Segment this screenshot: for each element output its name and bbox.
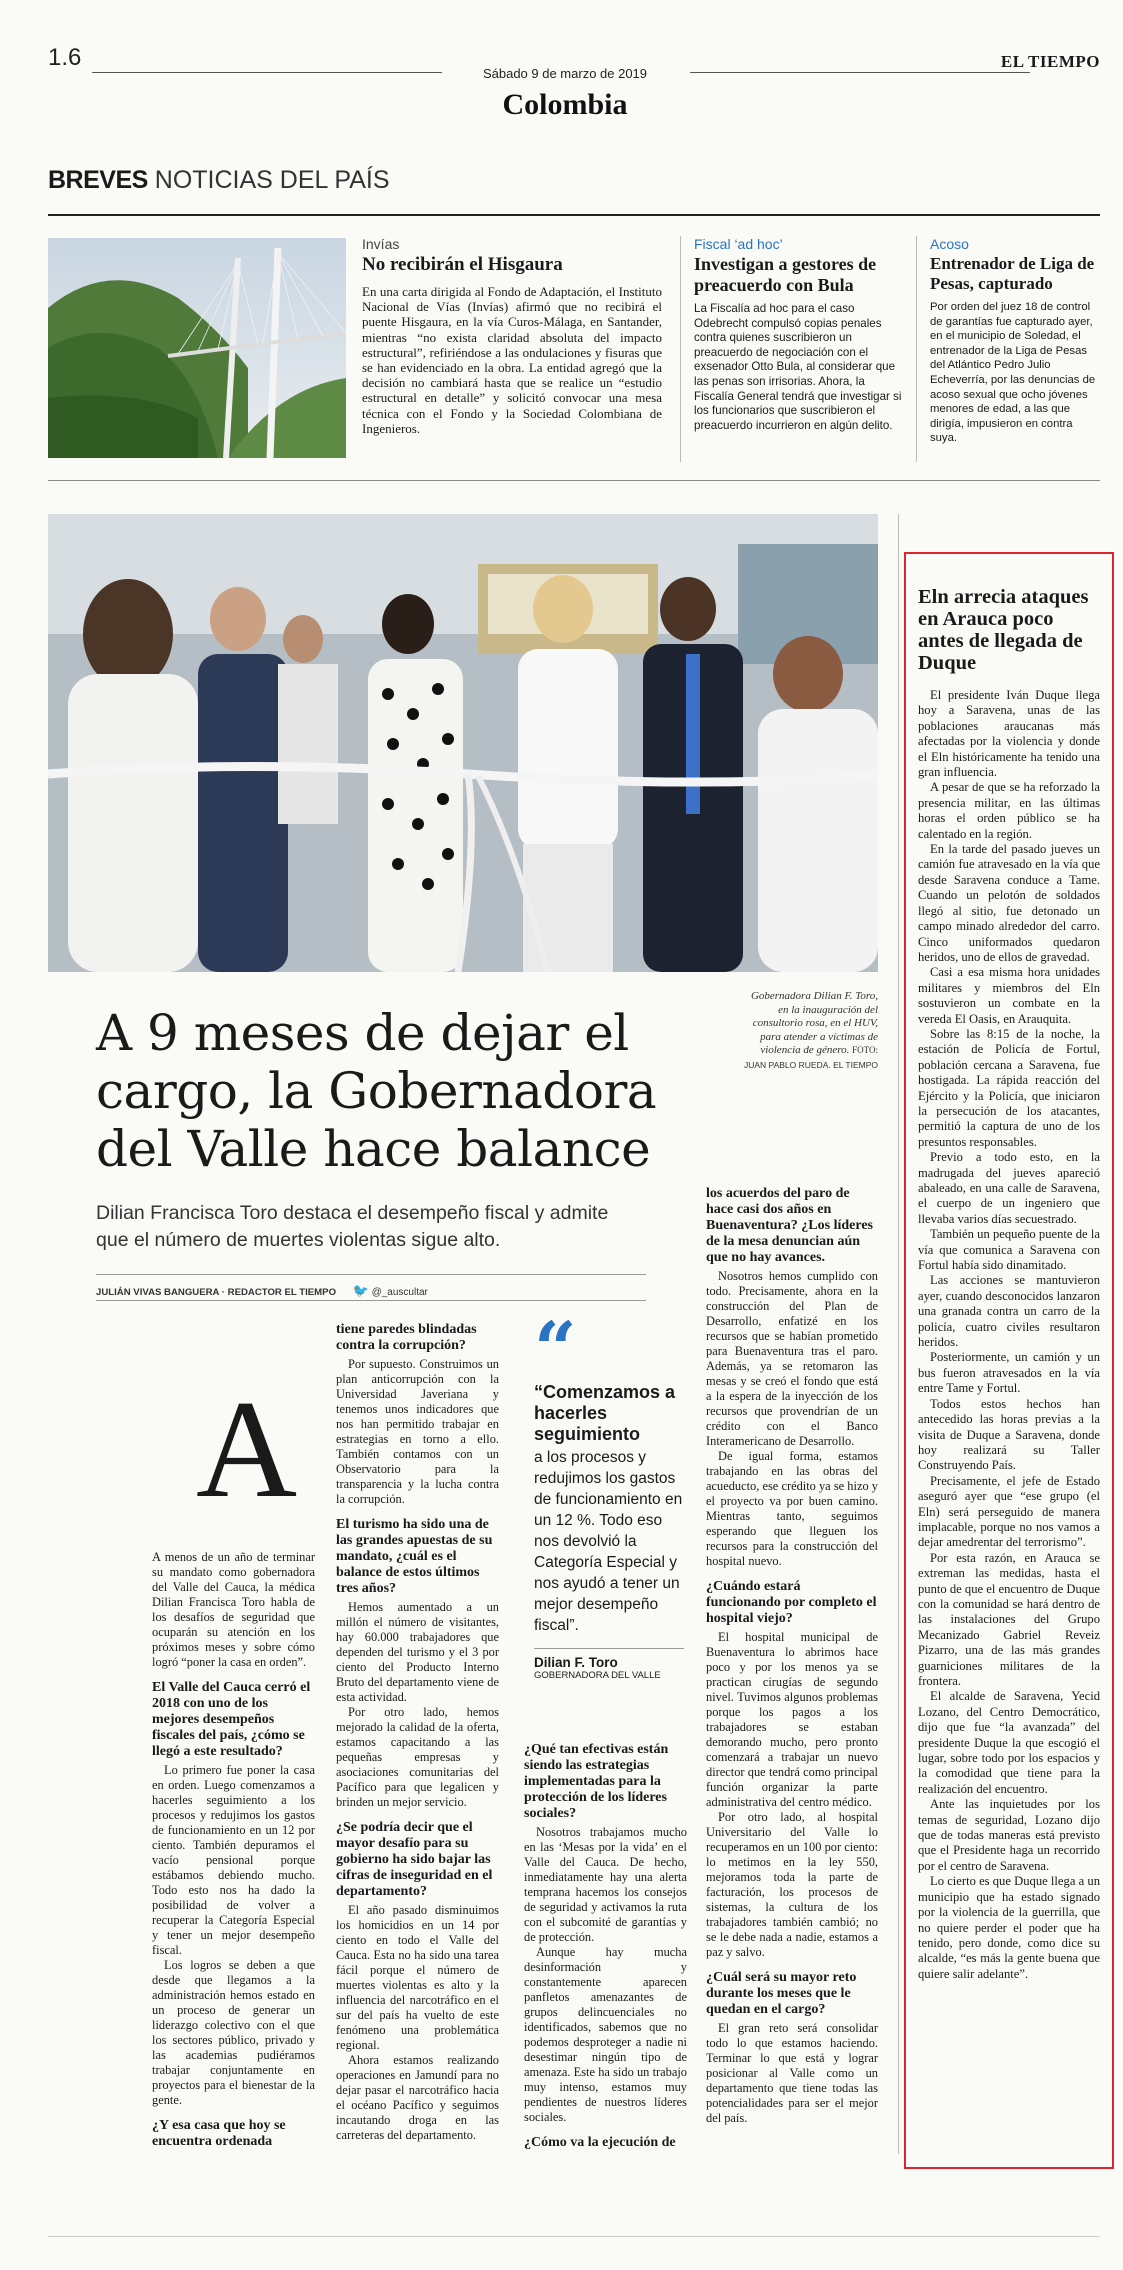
photo-caption [742,990,878,1073]
pull-quote-name: Dilian F. Toro [534,1655,618,1670]
photo-credit: JUAN PABLO RUEDA. EL TIEMPO [744,1059,878,1070]
photo-caption-label: FOTO: [852,1045,878,1056]
article-column-4 [706,1186,878,2126]
interview-question: ¿Cómo va la ejecución de [524,2135,676,2150]
article-paragraph: Por otro lado, hemos mejorado la calidad de la oferta, estamos capacitando a las pequeñas empresas y asociaciones comunitarias del Pacífico para que legalicen y brinden un mejor servicio. [336,1705,499,1809]
pull-quote-rule [534,1648,684,1649]
brief-divider-2 [916,236,917,462]
article-paragraph: Nosotros trabajamos mucho en las ‘Mesas por la vida’ en el Valle del Cauca. De hecho, inmediatamente hay una alerta temprana hacemos los consejos de seguridad y activamos la ruta con el subcomité de garantías y de protección. [524,1825,687,1944]
breves-label-bold: BREVES [48,166,148,194]
pull-quote-text: a los procesos y redujimos los gastos de funcionamiento en un 12 %. Todo eso nos devolvió la Categoría Especial y nos ayudó a tener un mejor desempeño fiscal”. [534,1449,683,1634]
brief-fiscal [694,236,904,433]
drop-cap: A [196,1372,298,1527]
sidebar-paragraph: También un pequeño puente de la vía que comunica a Saravena con Fortul había sido dinamitado. [918,1227,1100,1273]
interview-question: El Valle del Cauca cerró el 2018 con uno de los mejores desempeños fiscales del país, ¿cómo se llegó a este resultado? [152,1680,311,1759]
brief-kicker: Invías [362,236,400,252]
interview-question: tiene paredes blindadas contra la corrupción? [336,1322,477,1353]
article-paragraph: Los logros se deben a que desde que llegamos a la administración hemos estado en un proceso de generar un liderazgo colectivo con el que los sectores público, privado y las academias pudiéramos trabajar conjuntamente en proyectos para el bienestar de la gente. [152,1958,315,2107]
ribbon-cutting-photo-svg [48,514,878,972]
main-headline: A 9 meses de dejar el cargo, la Gobernadora del Valle hace balance [96,1004,657,1178]
header-rule-left [92,72,442,73]
article-paragraph: Por supuesto. Construimos un plan anticorrupción con la Universidad Javeriana y tenemos unos indicadores que nos han permitido trabajar en estrategias en torno a ello. También contamos con un Observatorio para la transparencia y la lucha contra la corrupción. [336,1357,499,1506]
breves-top-rule [48,214,1100,216]
sidebar-paragraph: El presidente Iván Duque llega hoy a Saravena, unas de las poblaciones araucanas más afectadas por la violencia y donde el Eln históricamente ha tenido una gran influencia. [918,688,1100,780]
brief-title: Entrenador de Liga de Pesas, capturado [930,254,1095,293]
bridge-photo [48,238,346,458]
article-paragraph: El gran reto será consolidar todo lo que estamos haciendo. Terminar lo que está y lograr posicionar al Valle como un departamento que tiene todas las potencialidades para ser el mejor del país. [706,2021,878,2125]
brief-title: No recibirán el Hisgaura [362,254,563,275]
sidebar-paragraph: Previo a todo esto, en la madrugada del jueves apareció abaleado, en una calle de Saravena, el cuerpo de un ingeniero que llevaba varios días secuestrado. [918,1150,1100,1226]
photo-caption-text: Gobernadora Dilian F. Toro, en la inauguración del consultorio rosa, en el HUV, para atender a víctimas de violencia de género. [750,990,878,1057]
sidebar-paragraph: A pesar de que se ha reforzado la presencia militar, en las últimas horas el orden público se ha calentado en la región. [918,780,1100,841]
sidebar-paragraph: Sobre las 8:15 de la noche, la estación de Policía de Fortul, población cercana a Saravena, fue hostigada. La rápida reacción del Ejército y la Policía, que iniciaron la persecución de los atacantes, permitió la captura de uno de los presuntos responsables. [918,1026,1100,1149]
brief-divider-1 [680,236,681,462]
section-title: Colombia [502,88,628,121]
page-number: 1.6 [48,44,82,71]
sidebar-paragraph: Lo cierto es que Duque llega a un municipio que ha estado signado por la violencia de la guerrilla, que no quiere perder el poder que ha tenido, pero donde, como dice su alcalde, “es más la gente buena que quiere salir adelante”. [918,1874,1100,1981]
article-paragraph: Por otro lado, al hospital Universitario del Valle lo recuperamos en un 100 por ciento: lo metimos en la ley 550, mejoramos toda la parte de facturación, los procesos de sistemas, la cultura de los trabajadores también cambió; no se le debe nada a nadie, estamos a paz y salvo. [706,1810,878,1959]
interview-question: El turismo ha sido una de las grandes apuestas de su mandato, ¿cuál es el balance de estos últimos tres años? [336,1517,493,1596]
interview-question: ¿Se podría decir que el mayor desafío para su gobierno ha sido bajar las cifras de inseguridad en el departamento? [336,1820,493,1899]
brief-invias [362,236,662,436]
sidebar-paragraph: Las acciones se mantuvieron ayer, cuando desconocidos lanzaron una granada contra un carro de la policía, cuatro civiles resultaron heridos. [918,1273,1100,1350]
brief-body: La Fiscalía ad hoc para el caso Odebrecht compulsó copias penales contra quienes suscribieron un preacuerdo de negociación con el exsenador Otto Bula, al considerar que las penas son irrisorias. Ahora, la Fiscalía General tendrá que investigar si los funcionarios que suscribieron el preacuerdo incurrieron en algún delito. [694,302,902,432]
twitter-icon: 🐦 [352,1283,369,1298]
sidebar-paragraph: Por esta razón, en Arauca se extreman las medidas, hasta el punto de que el encuentro de Duque con la comunidad se hará dentro de las instalaciones del Grupo Mecanizado Gabriel Reveiz Pizarro, una de las más grandes guarniciones militares de la frontera. [918,1550,1100,1688]
page-bottom-rule [48,2236,1100,2237]
brief-body: En una carta dirigida al Fondo de Adaptación, el Instituto Nacional de Vías (Invías) afirmó que no recibirá el puente Hisgaura, en la vía Curos-Málaga, en Santander, mientras “no exista claridad absoluta del impacto estructural”, refiriéndose a las ondulaciones y fisuras que se han evidenciado en la obra. La entidad agregó que la decisión no cambiará hasta que se realice un “estudio estructural en detalle” y solicitó convocar una mesa técnica con el Fondo y la Sociedad Colombiana de Ingenieros. [362,284,662,436]
byline-bottom-rule [96,1300,646,1301]
sidebar-body [918,688,1100,1982]
article-column-1 [152,1550,315,2153]
article-paragraph: El hospital municipal de Buenaventura lo abrimos hace poco y por los menos ya se practican cirugías de segundo nivel. Tuvimos algunos problemas porque los pagos a los trabajadores se estaban demorando mucho, pero pronto comenzará a trabajar un nuevo director que tendrá como principal función organizar la parte administrativa del centro médico. [706,1630,878,1809]
article-paragraph: Lo primero fue poner la casa en orden. Luego comenzamos a hacerles seguimiento a los procesos y redujimos los gastos de funcionamiento en un 12 por ciento. También depuramos el vacío pensional porque estábamos debiendo mucho. Todo esto nos ha dado la posibilidad de volver a recuperar la Categoría Especial y tener un mejor desempeño fiscal. [152,1763,315,1957]
sidebar-paragraph: Ante las inquietudes por los temas de seguridad, Lozano dijo que de todas maneras está previsto que el Presidente haga un recorrido por el centro de Saravena. [918,1797,1100,1873]
pull-quote [534,1307,684,1681]
masthead: EL TIEMPO [1000,52,1100,71]
sidebar-paragraph: Precisamente, el jefe de Estado aseguró ayer que “ese grupo (el Eln) será perseguido de manera implacable, porque no nos vamos a dejar amedrentar del terrorismo”. [918,1473,1100,1550]
interview-question: los acuerdos del paro de hace casi dos años en Buenaventura? ¿Los líderes de la mesa denuncian aún que no hay avances. [706,1186,873,1265]
byline-author: JULIÁN VIVAS BANGUERA · REDACTOR EL TIEMPO [96,1287,337,1298]
article-paragraph: Ahora estamos realizando operaciones en Jamundí para no dejar pasar el narcotráfico hacia el océano Pacífico y seguimos incautando droga en las carreteras del departamento. [336,2053,499,2142]
byline [96,1283,646,1299]
article-paragraph: Aunque hay mucha desinformación y constantemente aparecen panfletos amenazantes de grupos delincuenciales no identificados, sabemos que no podemos desproteger a nadie ni desestimar ningún tipo de amenaza. Este ha sido un trabajo muy intenso, estamos muy pendientes de nuestros líderes sociales. [524,1945,687,2124]
sidebar-headline: Eln arrecia ataques en Arauca poco antes de llegada de Duque [918,586,1089,674]
sidebar-paragraph: Casi a esa misma hora unidades militares y miembros del Eln sostuvieron un combate en la vereda El Oasis, en Arauquita. [918,965,1100,1026]
header-rule-right [690,72,1030,73]
sidebar-paragraph: En la tarde del pasado jueves un camión fue atravesado en la vía que desde Saravena conduce a Tame. Cuando un pelotón de soldados llegó al sitio, fue detonado un campo minado alrededor del carro. Cinco uniformados quedaron heridos, uno de ellos de gravedad. [918,842,1100,964]
brief-kicker: Fiscal ‘ad hoc’ [694,236,783,252]
main-deck: Dilian Francisca Toro destaca el desempeño fiscal y admite que el número de muertes violentas sigue alto. [96,1202,609,1251]
main-photo [48,514,878,972]
article-paragraph: Hemos aumentado a un millón el número de visitantes, hay 60.000 trabajadores que dependen del turismo y el 3 por ciento del Producto Interno Bruto del departamento viene de esta actividad. [336,1600,499,1704]
sidebar-paragraph: Todos estos hechos han antecedido las horas previas a la visita de Duque a Saravena, donde hoy realizará su Taller Construyendo País. [918,1396,1100,1473]
pull-quote-lead: “Comenzamos a hacerles seguimiento [534,1382,676,1444]
interview-question: ¿Qué tan efectivas están siendo las estrategias implementadas para la protección de los líderes sociales? [524,1742,669,1821]
sidebar-paragraph: El alcalde de Saravena, Yecid Lozano, del Centro Democrático, dijo que fue “la avanzada” del presidente Duque la que escogió el lugar, sobre todo por los espacios y la comodidad que tiene para la realización del encuentro. [918,1689,1100,1796]
breves-label [48,166,390,195]
interview-question: ¿Cuál será su mayor reto durante los meses que le quedan en el cargo? [706,1970,857,2017]
sidebar-divider [898,514,899,2154]
byline-twitter[interactable]: @_auscultar [371,1287,428,1298]
header-date: Sábado 9 de marzo de 2019 [482,66,648,81]
article-paragraph: El año pasado disminuimos los homicidios en un 14 por ciento en todo el Valle del Cauca. Esta no ha sido una tarea fácil porque el número de muertes violentas es alto y la influencia del narcotráfico en el sur del país ha vuelto de este fenómeno una problemática regional. [336,1903,499,2052]
interview-question: ¿Cuándo estará funcionando por completo el hospital viejo? [706,1579,877,1626]
brief-kicker: Acoso [930,236,969,252]
interview-question: ¿Y esa casa que hoy se encuentra ordenada [152,2118,286,2149]
sidebar-story [918,586,1100,1982]
pull-quote-role: GOBERNADORA DEL VALLE [534,1670,661,1681]
breves-bottom-rule [48,480,1100,481]
byline-top-rule [96,1274,646,1275]
brief-acoso [930,236,1102,446]
article-column-2 [336,1322,499,2143]
article-column-3 [524,1732,687,2154]
article-paragraph: A menos de un año de terminar su mandato como gobernadora del Valle del Cauca, la médica Dilian Francisca Toro habla de los desafíos de seguridad que ocuparán su atención en los próximos meses y sobre cómo logró “poner la casa en orden”. [152,1550,315,1669]
article-paragraph: De igual forma, estamos trabajando en las obras del acueducto, ese crédito ya se hizo y el proyecto va por buen camino. Mientras tanto, seguimos esperando que lleguen los recursos para la construcción del hospital nuevo. [706,1449,878,1568]
quote-mark-icon: “ [534,1307,577,1393]
brief-title: Investigan a gestores de preacuerdo con Bula [694,254,877,295]
sidebar-paragraph: Posteriormente, un camión y un bus fueron atravesados en la vía entre Tame y Fortul. [918,1350,1100,1396]
brief-body: Por orden del juez 18 de control de garantías fue capturado ayer, en el municipio de Soledad, el entrenador de la Liga de Pesas del Atlántico Pedro Julio Echeverría, por las denuncias de acoso sexual que ocho jóvenes menores de edad, a las que dirigía, impusieron en contra suya. [930,301,1096,445]
bridge-photo-svg [48,238,346,458]
breves-label-light: NOTICIAS DEL PAÍS [154,166,390,194]
article-paragraph: Nosotros hemos cumplido con todo. Precisamente, ahora en la construcción del Plan de Desarrollo, enfatizé en los recursos que se habían prometido para Buenaventura tras el paro. Además, ya se retomaron las mesas y se creó el fondo que está a la espera de la inyección de los recursos que provendrían de un crédito con el Banco Interamericano de Desarrollo. [706,1269,878,1448]
